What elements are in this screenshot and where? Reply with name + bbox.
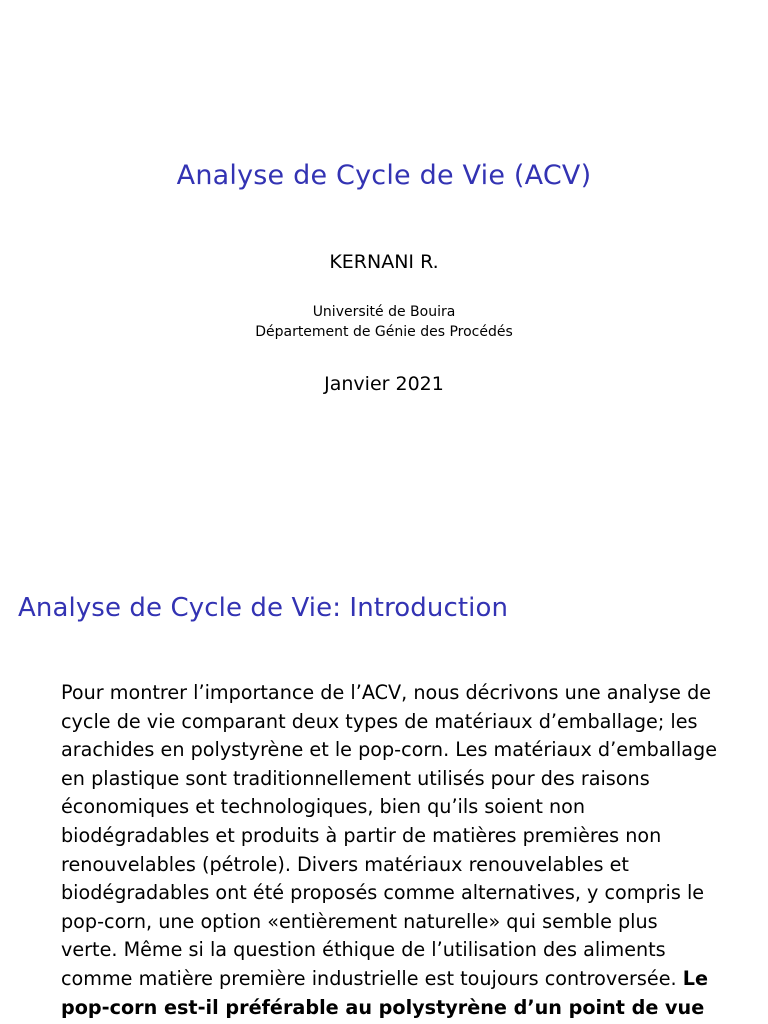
- paragraph-line: pop-corn, une option «entièrement naturelle» qui semble plus: [61, 909, 658, 933]
- paragraph-line: Pour montrer l’importance de l’ACV, nous décrivons une analyse de: [61, 681, 712, 704]
- paragraph-line: renouvelables (pétrole). Divers matériaux renouvelables et: [61, 852, 629, 876]
- intro-slide: [0, 560, 768, 1024]
- paragraph-line: biodégradables ont été proposés comme alternatives, y compris le: [61, 881, 705, 905]
- intro-paragraph: [61, 679, 721, 1022]
- institute-university: Université de Bouira: [312, 304, 456, 320]
- paragraph-line-text: comme matière première industrielle est toujours controversée.: [61, 966, 677, 990]
- paragraph-line: cycle de vie comparant deux types de matériaux d’emballage; les: [61, 709, 698, 733]
- paragraph-line: arachides en polystyrène et le pop-corn. Les matériaux d’emballage: [61, 738, 718, 762]
- paragraph-line: en plastique sont traditionnellement utilisés pour des raisons: [61, 766, 650, 790]
- author-name: KERNANI R.: [329, 251, 439, 273]
- presentation-date: Janvier 2021: [324, 373, 444, 395]
- bold-question-start: Le: [682, 966, 708, 990]
- bold-question-line: pop-corn est-il préférable au polystyrène d’un point de vue: [61, 995, 705, 1019]
- institute-department: Département de Génie des Procédés: [255, 324, 513, 340]
- frame-title: Analyse de Cycle de Vie: Introduction: [18, 593, 509, 623]
- paragraph-line: biodégradables et produits à partir de matières premières non: [61, 823, 662, 847]
- presentation-title: Analyse de Cycle de Vie (ACV): [176, 160, 592, 191]
- paragraph-line: économiques et technologiques, bien qu’ils soient non: [61, 795, 586, 819]
- paragraph-line: verte. Même si la question éthique de l’utilisation des aliments: [61, 938, 666, 962]
- institute-block: [0, 302, 768, 342]
- paragraph-line-with-bold: [61, 965, 721, 994]
